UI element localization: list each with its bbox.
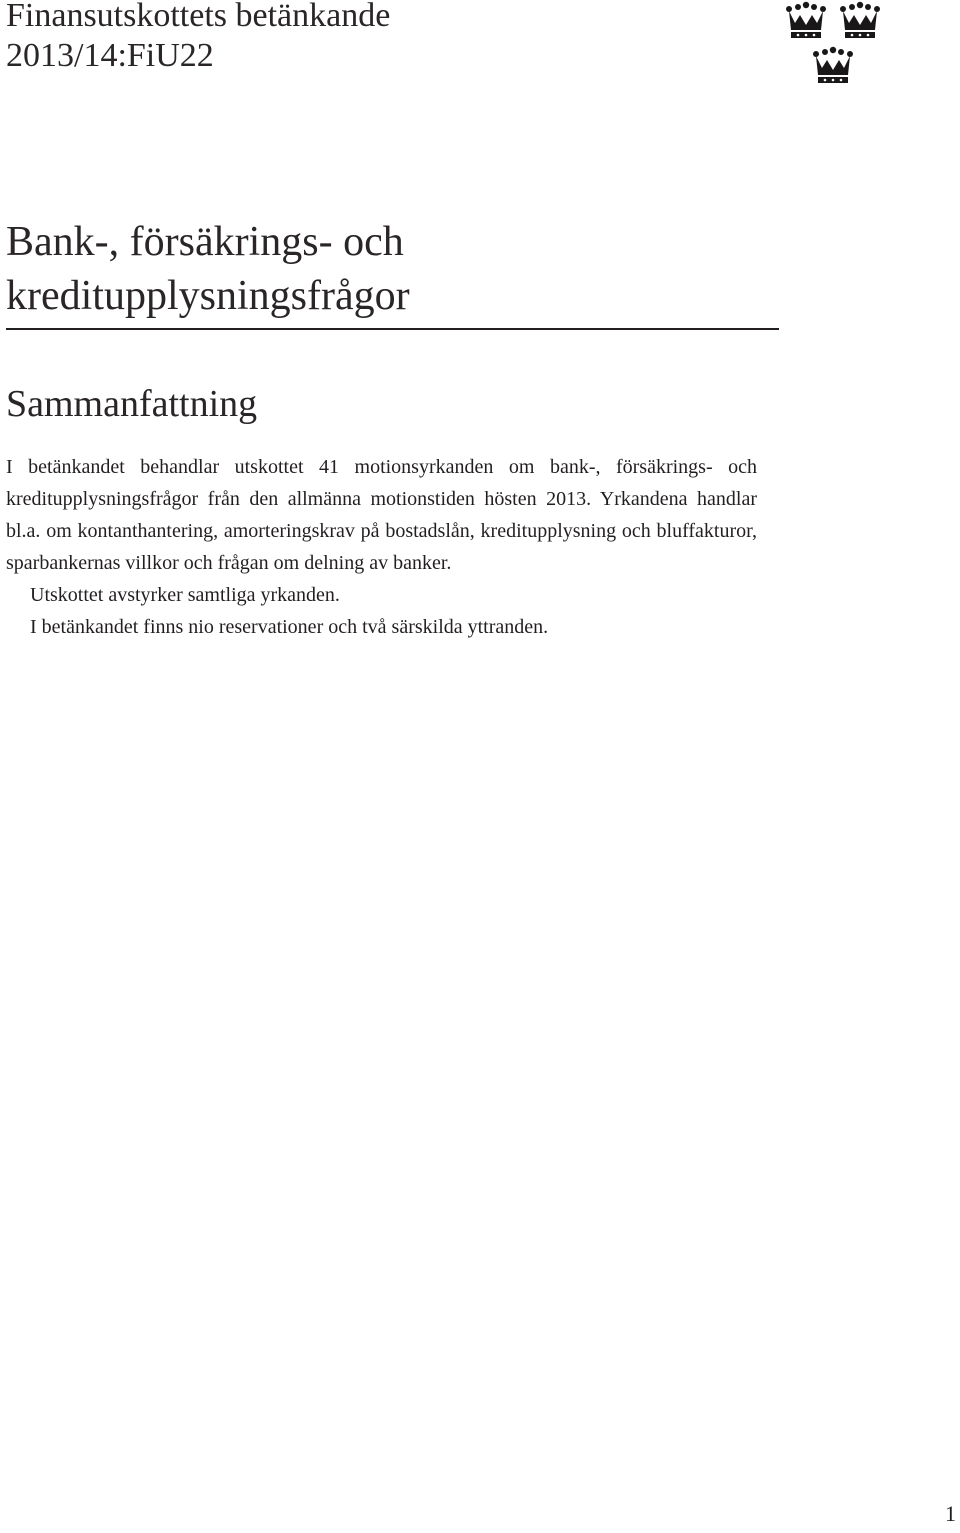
page-number: 1 (945, 1501, 956, 1526)
crown-bottom-icon (813, 47, 853, 83)
title-line-1: Bank-, försäkrings- och (6, 219, 404, 265)
committee-line: Finansutskottets betänkande (6, 0, 391, 34)
crown-top-left-icon (786, 2, 826, 38)
title-divider (6, 328, 779, 330)
summary-body (6, 451, 757, 643)
document-header (6, 0, 390, 76)
three-crowns-icon (784, 0, 894, 86)
summary-paragraph-3: I betänkandet finns nio reservationer och två särskilda yttranden. (30, 616, 549, 638)
crown-top-right-icon (840, 2, 880, 38)
summary-paragraph-1: I betänkandet behandlar utskottet 41 motionsyrkanden om bank-, försäkrings- och kreditupplysningsfrågor från den allmänna motionstiden hösten 2013. Yrkandena handlar bl.a. om kontanthantering, amorteringskrav på bostadslån, kreditupplysning och bluffakturor, sparbankernas villkor och frågan om delning av banker. (6, 456, 757, 574)
summary-paragraph-2: Utskottet avstyrker samtliga yrkanden. (30, 584, 340, 606)
title-line-2: kreditupplysningsfrågor (6, 273, 410, 319)
report-id: 2013/14:FiU22 (6, 37, 214, 74)
summary-heading: Sammanfattning (6, 383, 258, 425)
document-title (6, 215, 410, 323)
